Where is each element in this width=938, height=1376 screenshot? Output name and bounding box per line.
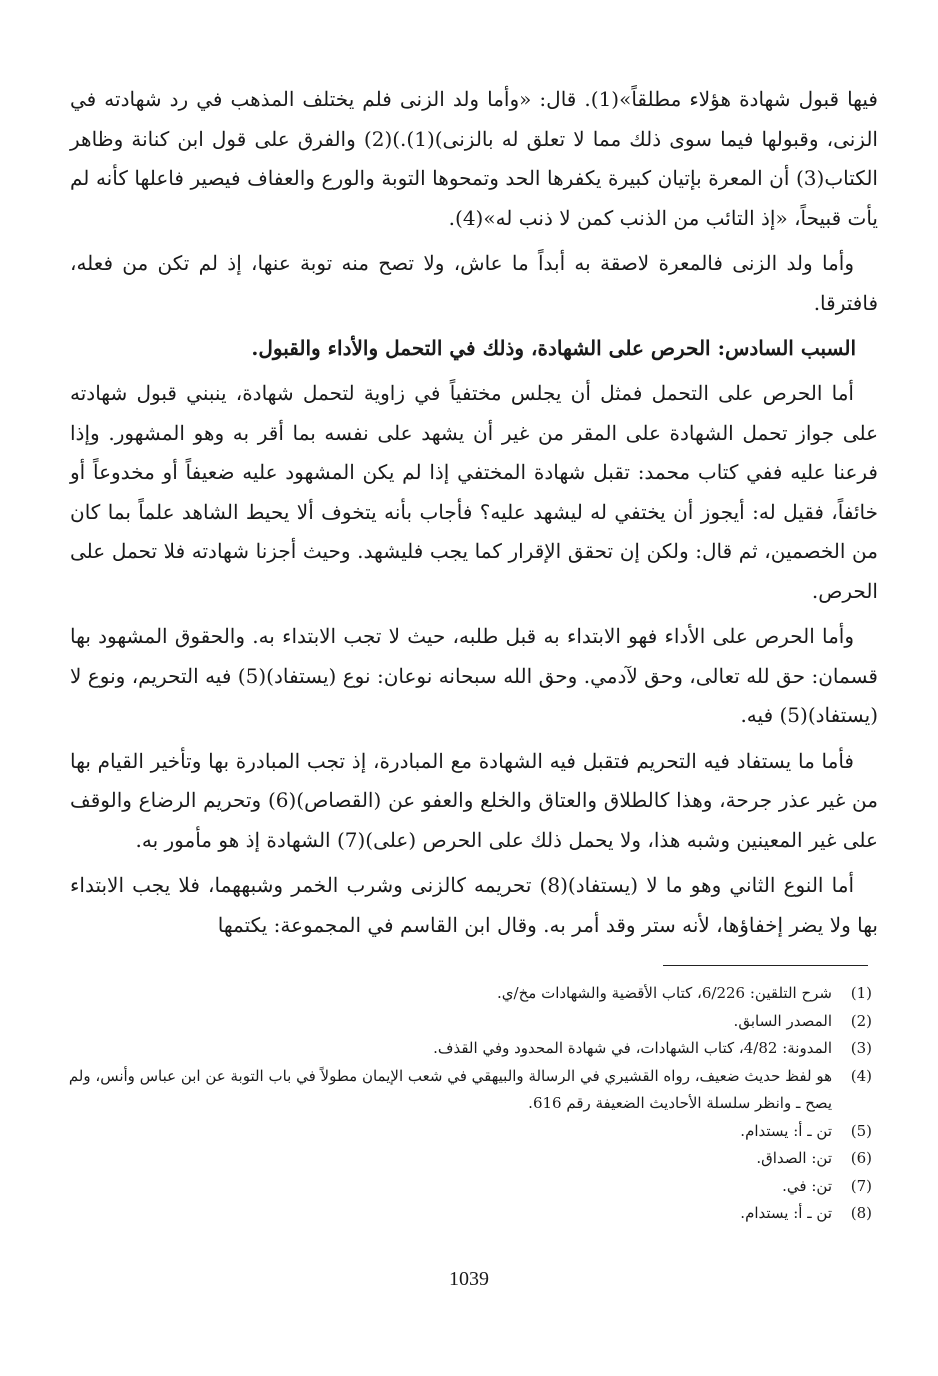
footnote-number: (1) [850, 984, 872, 1002]
paragraph-2: وأما ولد الزنى فالمعرة لاصقة به أبداً ما عاش، ولا تصح منه توبة عنها، إذ لم تكن من فعله، فافترقا. [70, 251, 878, 315]
footnote-item [60, 1118, 878, 1146]
footnote-number: (3) [850, 1039, 872, 1057]
footnote-text: المصدر السابق. [733, 1011, 832, 1030]
footnote-text: تن: الصداق. [756, 1149, 832, 1167]
footnote-item [60, 1063, 878, 1118]
footnote-number: (4) [850, 1066, 872, 1085]
footnote-item [60, 1008, 878, 1036]
footnote-text: هو لفظ حديث ضعيف، رواه القشيري في الرسالة والبيهقي في شعب الإيمان مطولاً في باب التوبة عن ابن عباس وأنس، ولم يصح ـ وانظر سلسلة الأحاديث الضعيفة رقم 616. [68, 1066, 832, 1112]
footnote-item [60, 1173, 878, 1201]
footnote-text: تن ـ أ: يستدام. [740, 1121, 832, 1140]
footnote-number: (6) [850, 1149, 872, 1167]
footnotes [60, 980, 878, 1228]
footnote-item [60, 980, 878, 1008]
footnote-text: تن ـ أ: يستدام. [740, 1204, 832, 1222]
paragraph-3: أما الحرص على التحمل فمثل أن يجلس مختفياً في زاوية لتحمل شهادة، ينبني قبول شهادته على جواز تحمل الشهادة على المقر من غير أن يشهد على نفسه بما أقر به وهو المشهور. وإذا فرعنا عليه ففي كتاب محمد: تقبل شهادة المختفي إذا لم يكن المشهود عليه ضعيفاً أو مخدوعاً أو خائفاً، فقيل له: أيجوز أن يختفي له ليشهد عليه؟ فأجاب بأنه يتخوف ألا يحيط الشاهد علماً بما كان من الخصمين، ثم قال: ولكن إن تحقق الإقرار كما يجب فليشهد. وحيث أجزنا شهادته فلا تحمل على الحرص. [70, 381, 879, 603]
footnote-text: المدونة: 4/82، كتاب الشهادات، في شهادة المحدود وفي القذف. [433, 1039, 832, 1057]
footnote-number: (2) [850, 1011, 872, 1030]
footnote-text: تن: في. [782, 1176, 832, 1195]
footnote-item [60, 1035, 878, 1063]
paragraph-5: فأما ما يستفاد فيه التحريم فتقبل فيه الشهادة مع المبادرة، إذ تجب المبادرة بها وتأخير القيام بها من غير عذر جرحة، وهذا كالطلاق والعتاق والخلع والعفو عن (القصاص)(6) وتحريم الرضاع والوقف على غير المعينين وشبه هذا، ولا يحمل ذلك على الحرص (على)(7) الشهادة إذ هو مأمور به. [70, 748, 878, 852]
footnote-item [60, 1145, 878, 1173]
paragraph-4: وأما الحرص على الأداء فهو الابتداء به قبل طلبه، حيث لا تجب الابتداء به. والحقوق المشهود بها قسمان: حق لله تعالى، وحق لآدمي. وحق الله سبحانه نوعان: نوع (يستفاد)(5) فيه التحريم، ونوع لا (يستفاد)(5) فيه. [70, 624, 878, 727]
page-number: 1039 [449, 1268, 489, 1290]
section-heading: السبب السادس: الحرص على الشهادة، وذلك في التحمل والأداء والقبول. [251, 336, 856, 360]
footnote-text: شرح التلقين: 6/226، كتاب الأقضية والشهادات مخ/ي. [497, 984, 832, 1002]
main-text [70, 80, 878, 951]
paragraph-6: أما النوع الثاني وهو ما لا (يستفاد)(8) تحريمه كالزنى وشرب الخمر وشبههما، فلا يجب الابتداء بها ولا يضر إخفاؤها، لأنه ستر وقد أمر به. وقال ابن القاسم في المجموعة: يكتمها [70, 873, 878, 937]
footnote-number: (7) [850, 1176, 872, 1195]
footnote-separator [663, 965, 868, 966]
footnote-number: (8) [850, 1204, 872, 1222]
footnote-item [60, 1200, 878, 1228]
paragraph-1: فيها قبول شهادة هؤلاء مطلقاً»(1). قال: «وأما ولد الزنى فلم يختلف المذهب في رد شهادته في الزنى، وقبولها فيما سوى ذلك مما لا تعلق له بالزنى)(1).)(2) والفرق على قول ابن كنانة وظاهر الكتاب(3) أن المعرة بإتيان كبيرة يكفرها الحد وتمحوها التوبة والورع والعفاف فيصير فاعلها كأنه لم يأت قبيحاً، «إذ التائب من الذنب كمن لا ذنب له»(4). [70, 87, 878, 230]
footnote-number: (5) [850, 1121, 872, 1140]
